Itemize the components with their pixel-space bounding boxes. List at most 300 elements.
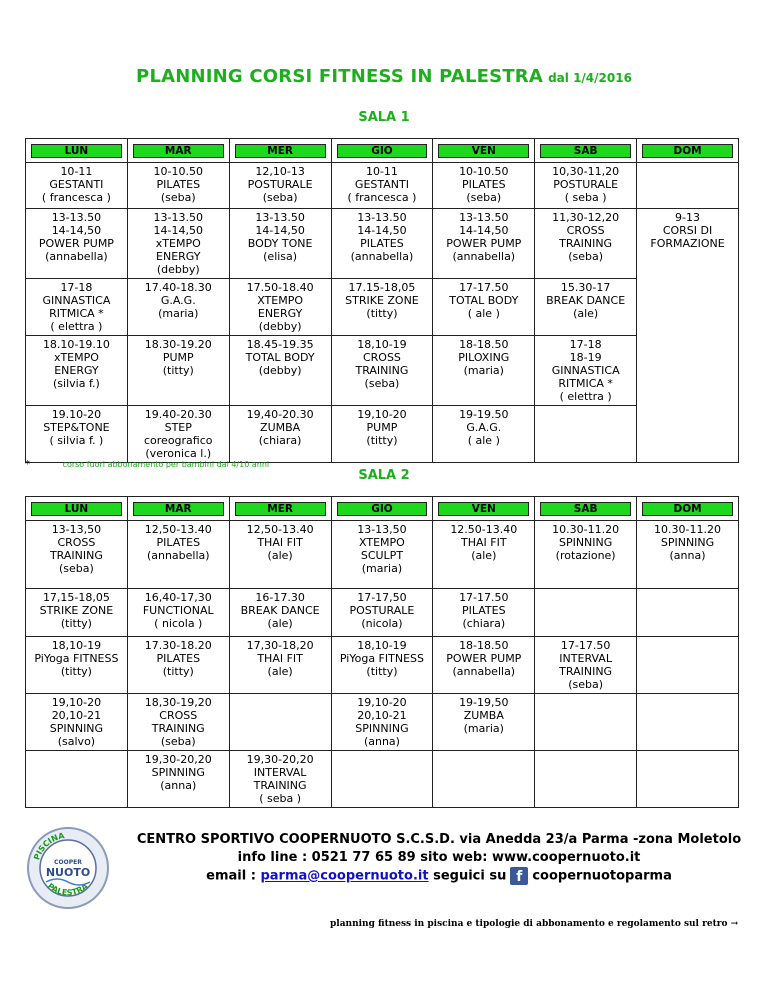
sala1-class-cell [637, 209, 739, 463]
email-link[interactable]: parma@coopernuoto.it [260, 868, 429, 884]
logo-top-text: PISCINA [32, 831, 66, 862]
class-line: 20,10-21 [51, 709, 102, 722]
sala1-day-label: LUN [31, 144, 122, 158]
class-line: THAI FIT [461, 536, 507, 549]
class-line: STRIKE ZONE [39, 604, 114, 617]
class-line: SPINNING [660, 536, 715, 549]
class-line: (annabella) [452, 665, 516, 678]
class-line: PUMP [162, 351, 194, 364]
sala1-table-row [26, 336, 739, 406]
class-line: 17-18 [60, 281, 93, 294]
class-line: 13-13,50 [357, 523, 407, 536]
sala1-day-header [433, 139, 535, 163]
sala1-table-row [26, 406, 739, 463]
class-line: PILOXING [458, 351, 510, 364]
sala1-class-cell [331, 406, 433, 463]
sala2-day-header [331, 497, 433, 521]
class-line: ENERGY [156, 250, 201, 263]
sala1-class-cell [26, 209, 128, 279]
class-line: ( seba ) [564, 191, 607, 204]
sala2-class-cell [331, 637, 433, 694]
sala2-class-cell [26, 521, 128, 589]
class-line: STRIKE ZONE [345, 294, 419, 307]
sala2-class-cell [331, 751, 433, 808]
class-line: 10.30-11.20 [552, 523, 620, 536]
class-line: 19-19.50 [459, 408, 509, 421]
class-line: RITMICA * [49, 307, 104, 320]
sala2-class-cell [127, 751, 229, 808]
page-title [0, 66, 768, 87]
class-line: ( silvia f. ) [49, 434, 104, 447]
class-line: 10-11 [365, 165, 398, 178]
sala2-class-cell [331, 694, 433, 751]
class-line: GINNASTICA [551, 364, 620, 377]
class-line: ( elettra ) [50, 320, 103, 333]
class-line: 17.50-18.40 [246, 281, 314, 294]
sala2-class-cell [331, 521, 433, 589]
sala2-day-header [535, 497, 637, 521]
class-line: CORSI DI [662, 224, 713, 237]
class-line: G.A.G. [160, 294, 196, 307]
class-line: (maria) [361, 562, 403, 575]
class-line: PILATES [462, 178, 506, 191]
sala1-table-row [26, 163, 739, 209]
class-line: PILATES [462, 604, 506, 617]
sala2-class-cell [229, 521, 331, 589]
class-line: (titty) [366, 665, 398, 678]
class-line: THAI FIT [257, 652, 303, 665]
class-line: GINNASTICA [42, 294, 111, 307]
sala1-class-cell [127, 163, 229, 209]
class-line: (annabella) [452, 250, 516, 263]
class-line: 19.10-20 [51, 408, 102, 421]
class-line: 17.30-18.20 [144, 639, 212, 652]
sala1-class-cell [229, 336, 331, 406]
class-line: 10-11 [60, 165, 93, 178]
sala2-class-cell [637, 694, 739, 751]
class-line: PiYoga FITNESS [34, 652, 119, 665]
class-line: (annabella) [350, 250, 414, 263]
class-line: 19-19,50 [459, 696, 509, 709]
class-line: POWER PUMP [446, 237, 522, 250]
class-line: (titty) [60, 665, 92, 678]
sala1-class-cell [433, 209, 535, 279]
class-line: (salvo) [57, 735, 96, 748]
class-line: THAI FIT [257, 536, 303, 549]
sala2-table-row [26, 637, 739, 694]
class-line: 13-13,50 [51, 523, 102, 536]
sala1-schedule-table [25, 138, 739, 463]
class-line: ( ale ) [467, 434, 500, 447]
facebook-page-name: coopernuotoparma [532, 868, 672, 884]
class-line: (seba) [59, 562, 94, 575]
class-line: 17.15-18,05 [348, 281, 416, 294]
class-line: 16,40-17,30 [144, 591, 212, 604]
class-line: TOTAL BODY [449, 294, 519, 307]
class-line: ZUMBA [260, 421, 301, 434]
class-line: (silvia f.) [53, 377, 100, 390]
sala1-day-label: MAR [133, 144, 224, 158]
class-line: (elisa) [263, 250, 298, 263]
sala2-day-label: GIO [337, 502, 428, 516]
sala2-class-cell [637, 521, 739, 589]
class-line: 13-13.50 [357, 211, 407, 224]
sala1-day-label: SAB [540, 144, 631, 158]
class-line: TRAINING [49, 549, 103, 562]
class-line: 17,30-18,20 [246, 639, 314, 652]
sala2-table-row [26, 521, 739, 589]
sala1-table-row [26, 279, 739, 336]
class-line: (anna) [363, 735, 400, 748]
class-line: XTEMPO [359, 536, 405, 549]
sala2-day-label: MER [235, 502, 326, 516]
sala2-schedule-table [25, 496, 739, 808]
bottom-note: planning fitness in piscina e tipologie di abbonamento e regolamento sul retro → [330, 919, 739, 929]
sala2-class-cell [433, 589, 535, 637]
coopernuoto-logo [26, 826, 110, 910]
sala2-day-header [433, 497, 535, 521]
class-line: 17-17.50 [459, 281, 509, 294]
class-line: (titty) [366, 307, 398, 320]
class-line: 17-17.50 [560, 639, 611, 652]
sala1-class-cell [433, 336, 535, 406]
class-line: 12,50-13.40 [246, 523, 314, 536]
class-line: 19.40-20.30 [144, 408, 212, 421]
sala2-day-label: VEN [438, 502, 529, 516]
class-line: TRAINING [559, 237, 613, 250]
class-line: ENERGY [257, 307, 303, 320]
class-line: (debby) [156, 263, 200, 276]
class-line: CROSS [362, 351, 401, 364]
class-line: 17,15-18,05 [42, 591, 110, 604]
class-line: CROSS [159, 709, 198, 722]
sala1-class-cell [26, 406, 128, 463]
sala1-day-label: VEN [438, 144, 529, 158]
class-line: PILATES [156, 178, 201, 191]
class-line: PILATES [156, 652, 201, 665]
class-line: TRAINING [253, 779, 307, 792]
sala1-day-label: DOM [642, 144, 733, 158]
class-line: 14-14,50 [51, 224, 102, 237]
class-line: 18-18.50 [459, 639, 509, 652]
sala1-class-cell [26, 336, 128, 406]
class-line: (ale) [267, 617, 293, 630]
class-line: POSTURALE [553, 178, 619, 191]
class-line: (seba) [568, 678, 604, 691]
sala2-class-cell [535, 589, 637, 637]
page-title-date: dal 1/4/2016 [548, 71, 632, 85]
class-line: SPINNING [355, 722, 409, 735]
class-line: 13-13.50 [459, 211, 509, 224]
sala1-class-cell [535, 209, 637, 279]
sala1-class-cell [535, 336, 637, 406]
class-line: 15.30-17 [560, 281, 611, 294]
sala1-class-cell [433, 163, 535, 209]
class-line: 19,40-20.30 [246, 408, 314, 421]
class-line: PILATES [156, 536, 201, 549]
class-line: PiYoga FITNESS [339, 652, 424, 665]
sala2-class-cell [535, 751, 637, 808]
class-line: GESTANTI [49, 178, 104, 191]
class-line: 18,10-19 [357, 338, 407, 351]
sala2-class-cell [26, 694, 128, 751]
sala1-class-cell [637, 163, 739, 209]
sala2-class-cell [229, 751, 331, 808]
sala1-class-cell [229, 406, 331, 463]
class-line: (debby) [258, 364, 302, 377]
class-line: 19,10-20 [357, 408, 407, 421]
class-line: POWER PUMP [38, 237, 114, 250]
class-line: POSTURALE [349, 604, 415, 617]
class-line: ( nicola ) [154, 617, 203, 630]
sala2-class-cell [637, 589, 739, 637]
sala2-day-label: LUN [31, 502, 122, 516]
class-line: CROSS [566, 224, 605, 237]
class-line: (seba) [262, 191, 298, 204]
class-line: coreografico [144, 434, 213, 447]
class-line: 13-13.50 [51, 211, 102, 224]
sala2-day-header [26, 497, 128, 521]
logo-brand-text: NUOTO [45, 866, 91, 879]
class-line: GESTANTI [354, 178, 409, 191]
class-line: 18.30-19.20 [144, 338, 212, 351]
sala1-class-cell [331, 209, 433, 279]
sala2-class-cell [229, 589, 331, 637]
class-line: (veronica l.) [145, 447, 212, 460]
class-line: ( francesca ) [347, 191, 417, 204]
class-line: 18,10-19 [357, 639, 407, 652]
class-line: FUNCTIONAL [142, 604, 214, 617]
class-line: 18.45-19.35 [246, 338, 314, 351]
class-line: RITMICA * [558, 377, 613, 390]
sala1-day-header [331, 139, 433, 163]
class-line: PILATES [360, 237, 404, 250]
class-line: INTERVAL [253, 766, 307, 779]
sala2-class-cell [26, 751, 128, 808]
class-line: 11,30-12,20 [552, 211, 620, 224]
class-line: TOTAL BODY [245, 351, 315, 364]
sala1-class-cell [229, 209, 331, 279]
class-line: STEP [164, 421, 192, 434]
sala2-class-cell [433, 694, 535, 751]
sala2-class-cell [433, 637, 535, 694]
contact-footer [110, 831, 768, 886]
class-line: (anna) [669, 549, 706, 562]
class-line: (seba) [466, 191, 502, 204]
class-line: (anna) [160, 779, 197, 792]
class-line: 19,30-20,20 [144, 753, 212, 766]
sala1-class-cell [26, 163, 128, 209]
sala1-class-cell [127, 406, 229, 463]
footnote-star: * [25, 459, 30, 470]
class-line: (maria) [158, 307, 199, 320]
sala1-class-cell [535, 279, 637, 336]
class-line: BREAK DANCE [546, 294, 626, 307]
class-line: 19,10-20 [51, 696, 102, 709]
class-line: ZUMBA [463, 709, 504, 722]
sala1-class-cell [127, 336, 229, 406]
sala2-class-cell [26, 637, 128, 694]
sala1-class-cell [433, 406, 535, 463]
class-line: 18.10-19.10 [42, 338, 110, 351]
sala1-class-cell [535, 406, 637, 463]
class-line: SCULPT [360, 549, 404, 562]
sala2-title: SALA 2 [358, 468, 410, 483]
class-line: 9-13 [675, 211, 701, 224]
sala1-class-cell [127, 209, 229, 279]
class-line: 12.50-13.40 [450, 523, 518, 536]
sala2-class-cell [637, 751, 739, 808]
class-line: 12,10-13 [255, 165, 305, 178]
class-line: 19,10-20 [357, 696, 407, 709]
sala2-class-cell [535, 694, 637, 751]
sala1-day-header [127, 139, 229, 163]
sala1-day-header [637, 139, 739, 163]
class-line: SPINNING [558, 536, 613, 549]
class-line: 17-17,50 [357, 591, 407, 604]
class-line: POSTURALE [247, 178, 313, 191]
sala1-day-header [26, 139, 128, 163]
sala1-class-cell [229, 279, 331, 336]
sala2-table-row [26, 751, 739, 808]
class-line: xTEMPO [53, 351, 99, 364]
sala1-table-row [26, 209, 739, 279]
sala1-class-cell [26, 279, 128, 336]
class-line: BODY TONE [247, 237, 313, 250]
class-line: (rotazione) [555, 549, 616, 562]
sala2-class-cell [433, 521, 535, 589]
sala1-day-header [229, 139, 331, 163]
class-line: ( francesca ) [41, 191, 111, 204]
footnote-text: corso fuori abbonamento per bambini dai 4/10 anni [62, 460, 270, 469]
sala1-class-cell [433, 279, 535, 336]
sala2-class-cell [127, 637, 229, 694]
class-line: 17.40-18.30 [144, 281, 212, 294]
sala2-class-cell [127, 694, 229, 751]
class-line: (maria) [463, 364, 504, 377]
sala2-day-header [127, 497, 229, 521]
class-line: 17-17.50 [459, 591, 509, 604]
class-line: (titty) [366, 434, 398, 447]
sala2-class-cell [535, 637, 637, 694]
class-line: CROSS [57, 536, 96, 549]
class-line: (ale) [573, 307, 599, 320]
sala2-day-label: MAR [133, 502, 224, 516]
class-line: (ale) [267, 665, 293, 678]
class-line: BREAK DANCE [240, 604, 320, 617]
class-line: POWER PUMP [446, 652, 522, 665]
footer-follow: seguici su [428, 868, 507, 884]
sala2-day-label: SAB [540, 502, 631, 516]
class-line: PUMP [366, 421, 398, 434]
class-line: ( elettra ) [559, 390, 612, 403]
class-line: 18,10-19 [51, 639, 102, 652]
sala2-day-label: DOM [642, 502, 733, 516]
class-line: (seba) [160, 191, 196, 204]
class-line: ENERGY [54, 364, 99, 377]
class-line: 14-14,50 [153, 224, 203, 237]
class-line: (titty) [162, 364, 194, 377]
sala1-class-cell [331, 336, 433, 406]
class-line: 10.30-11.20 [654, 523, 721, 536]
class-line: 20,10-21 [357, 709, 407, 722]
class-line: 12,50-13.40 [144, 523, 212, 536]
class-line: 18-19 [569, 351, 602, 364]
class-line: (annabella) [45, 250, 108, 263]
logo-bottom-text: PALESTRA [45, 881, 90, 898]
class-line: G.A.G. [466, 421, 502, 434]
class-line: (annabella) [146, 549, 210, 562]
class-line: (seba) [568, 250, 604, 263]
class-line: XTEMPO [257, 294, 303, 307]
page-title-main: PLANNING CORSI FITNESS IN PALESTRA [136, 66, 543, 87]
class-line: (ale) [267, 549, 293, 562]
class-line: (titty) [162, 665, 194, 678]
class-line: ( ale ) [467, 307, 500, 320]
sala2-class-cell [26, 589, 128, 637]
class-line: TRAINING [151, 722, 205, 735]
footer-contact-row [110, 867, 768, 886]
sala2-class-cell [229, 637, 331, 694]
logo-mid-text: COOPER [54, 859, 82, 866]
class-line: 14-14,50 [255, 224, 305, 237]
class-line: 19,30-20,20 [246, 753, 314, 766]
class-line: 10,30-11,20 [552, 165, 620, 178]
class-line: xTEMPO [155, 237, 201, 250]
sala2-table-row [26, 694, 739, 751]
sala1-day-label: GIO [337, 144, 428, 158]
sala2-day-header [229, 497, 331, 521]
sala1-title: SALA 1 [358, 110, 410, 125]
footer-info: info line : 0521 77 65 89 sito web: www.coopernuoto.it [237, 850, 641, 865]
class-line: SPINNING [151, 766, 205, 779]
sala2-class-cell [433, 751, 535, 808]
class-line: 18,30-19,20 [144, 696, 212, 709]
class-line: 14-14,50 [357, 224, 407, 237]
sala2-day-header [637, 497, 739, 521]
class-line: SPINNING [49, 722, 104, 735]
sala1-class-cell [127, 279, 229, 336]
class-line: (seba) [364, 377, 400, 390]
sala1-class-cell [535, 163, 637, 209]
class-line: 16-17.30 [255, 591, 305, 604]
class-line: 18-18.50 [459, 338, 509, 351]
class-line: 10-10.50 [153, 165, 203, 178]
class-line: 13-13.50 [255, 211, 305, 224]
class-line: (seba) [160, 735, 196, 748]
class-line: INTERVAL [559, 652, 612, 665]
sala2-class-cell [127, 521, 229, 589]
sala2-class-cell [229, 694, 331, 751]
class-line: TRAINING [355, 364, 409, 377]
class-line: (nicola) [361, 617, 403, 630]
class-line: (titty) [60, 617, 92, 630]
sala1-class-cell [331, 279, 433, 336]
sala2-class-cell [637, 637, 739, 694]
class-line: FORMAZIONE [650, 237, 725, 250]
sala1-class-cell [331, 163, 433, 209]
sala1-class-cell [229, 163, 331, 209]
footer-email-label: email : [206, 868, 261, 884]
class-line: 13-13.50 [153, 211, 203, 224]
class-line: (ale) [471, 549, 497, 562]
sala2-table-row [26, 589, 739, 637]
class-line: TRAINING [559, 665, 613, 678]
sala2-class-cell [127, 589, 229, 637]
class-line: STEP&TONE [43, 421, 110, 434]
sala2-class-cell [535, 521, 637, 589]
facebook-icon[interactable]: f [510, 867, 528, 885]
